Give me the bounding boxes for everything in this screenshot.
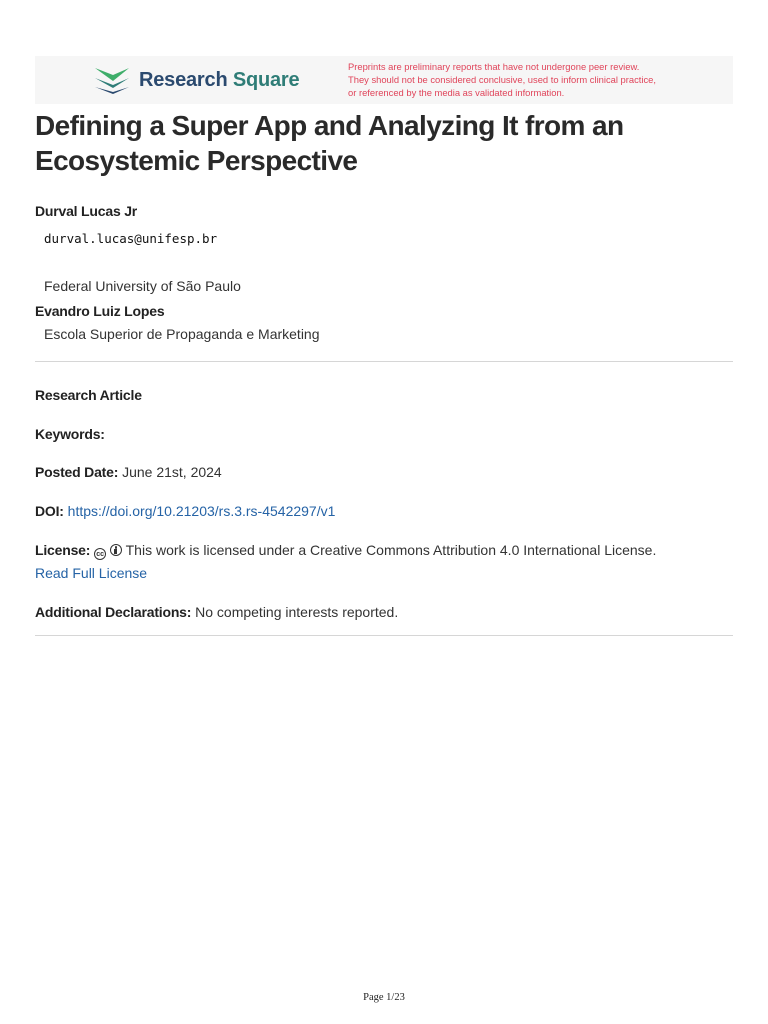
declarations-label: Additional Declarations: (35, 604, 192, 620)
author-name: Evandro Luiz Lopes (35, 303, 165, 319)
posted-date-row (35, 461, 222, 484)
preprint-disclaimer (348, 60, 708, 99)
license-link-row (35, 562, 147, 585)
paper-title-line: Defining a Super App and Analyzing It from an (35, 110, 624, 141)
logo-square-text: Square (232, 69, 300, 91)
divider (35, 361, 733, 362)
keywords-row (35, 423, 105, 446)
logo-research-text: Research (139, 69, 228, 91)
doi-label: DOI: (35, 503, 64, 519)
cc-icon: cc (94, 548, 106, 560)
by-icon (110, 544, 122, 556)
disclaimer-line: Preprints are preliminary reports that have not undergone peer review. (348, 61, 640, 72)
research-square-logo[interactable] (93, 63, 299, 97)
declarations-row (35, 601, 398, 624)
license-label: License: (35, 542, 91, 558)
posted-date-value: June 21st, 2024 (122, 464, 222, 480)
doi-row (35, 500, 335, 523)
page-number: Page 1/23 (363, 992, 405, 1003)
read-full-license-link[interactable]: Read Full License (35, 565, 148, 581)
research-square-logo-icon (93, 65, 131, 95)
divider (35, 635, 733, 636)
author-name: Durval Lucas Jr (35, 203, 138, 219)
doi-link[interactable]: https://doi.org/10.21203/rs.3.rs-4542297/v1 (67, 503, 336, 519)
posted-date-label: Posted Date: (35, 464, 119, 480)
license-text: This work is licensed under a Creative Commons Attribution 4.0 International License. (125, 542, 657, 558)
author-affiliation: Federal University of São Paulo (44, 278, 241, 294)
keywords-label: Keywords: (35, 426, 105, 442)
author-affiliation: Escola Superior de Propaganda e Marketing (44, 326, 320, 342)
paper-title-line: Ecosystemic Perspective (35, 145, 358, 176)
disclaimer-line: They should not be considered conclusive, used to inform clinical practice, (348, 74, 656, 85)
author-email[interactable]: durval.lucas@unifesp.br (44, 231, 218, 246)
declarations-value: No competing interests reported. (195, 604, 399, 620)
logo-wordmark (139, 70, 299, 90)
license-row (35, 539, 656, 562)
paper-title (35, 108, 725, 178)
article-type (35, 384, 142, 407)
disclaimer-line: or referenced by the media as validated information. (348, 87, 565, 98)
article-type-label: Research Article (35, 387, 142, 403)
